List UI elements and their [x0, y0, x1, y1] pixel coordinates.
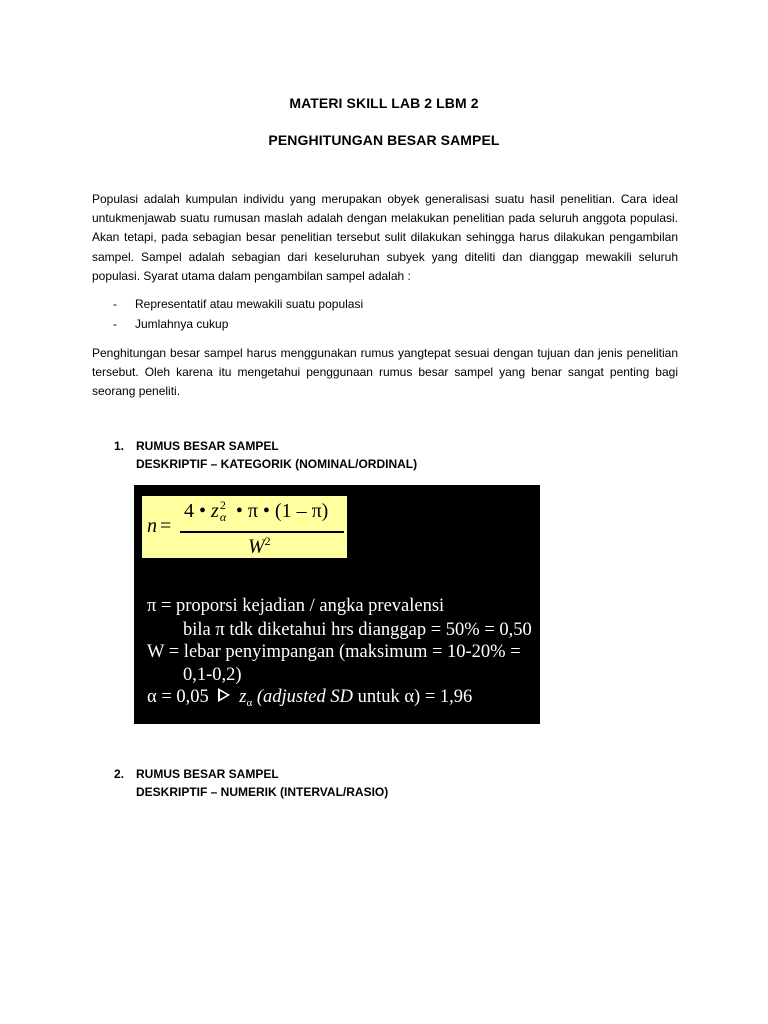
intro-paragraph: Populasi adalah kumpulan individu yang merupakan obyek generalisasi suatu hasil penelitian. Cara ideal untukmenjawab suatu rumusan maslah adalah dengan melakukan penelitian pada seluruh anggota populasi. Akan tetapi, pada sebagian besar penelitian tersebut sulit dilakukan sehingga harus dilakukan pengambilan sampel. Sampel adalah sebagian dari keseluruhan subyek yang diteliti dan dianggap mewakili seluruh populasi. Syarat utama dalam pengambilan sampel adalah :	[92, 192, 678, 283]
section-subtitle: DESKRIPTIF – KATEGORIK (NOMINAL/ORDINAL)	[136, 457, 418, 471]
bullet-dash: -	[113, 297, 117, 311]
section-subtitle: DESKRIPTIF – NUMERIK (INTERVAL/RASIO)	[136, 785, 389, 799]
section-number: 2.	[114, 767, 125, 781]
list-item-text: Representatif atau mewakili suatu populasi	[135, 297, 364, 311]
section-title: RUMUS BESAR SAMPEL	[136, 439, 279, 453]
definition-pi-note: bila π tdk diketahui hrs dianggap = 50% = 0,50	[183, 620, 532, 640]
second-paragraph: Penghitungan besar sampel harus menggunakan rumus yangtepat sesuai dengan tujuan dan jenis penelitian tersebut. Oleh karena itu mengetahui penggunaan rumus besar sampel yang benar sangat penting bagi seorang peneliti.	[92, 346, 678, 399]
list-item-text: Jumlahnya cukup	[135, 317, 229, 331]
document-subtitle: PENGHITUNGAN BESAR SAMPEL	[268, 132, 500, 148]
equation-numerator: 4 • z 2 α • π • (1 – π)	[184, 498, 329, 524]
list-item	[92, 294, 678, 314]
list-item	[92, 314, 678, 334]
equation-denominator: $W^2$	[248, 534, 271, 558]
sample-size-equation	[142, 496, 347, 558]
bullet-dash: -	[113, 317, 117, 331]
formula-image	[134, 485, 540, 724]
equals-sign: =	[160, 515, 172, 537]
definition-w: W = lebar penyimpangan (maksimum = 10-20% =	[147, 642, 521, 662]
equation-lhs: n	[147, 515, 157, 537]
section-number: 1.	[114, 439, 125, 453]
definition-pi: π = proporsi kejadian / angka prevalensi	[147, 596, 445, 616]
fraction-line	[180, 531, 344, 533]
triangle-arrow-icon	[218, 688, 230, 702]
document-title: MATERI SKILL LAB 2 LBM 2	[289, 95, 479, 111]
definition-w-range: 0,1-0,2)	[183, 665, 242, 685]
definition-alpha: α = 0,05 $z_\alpha$ (adjusted SD untuk α) = 1,96	[147, 687, 473, 709]
requirements-list	[92, 294, 678, 334]
section-title: RUMUS BESAR SAMPEL	[136, 767, 279, 781]
